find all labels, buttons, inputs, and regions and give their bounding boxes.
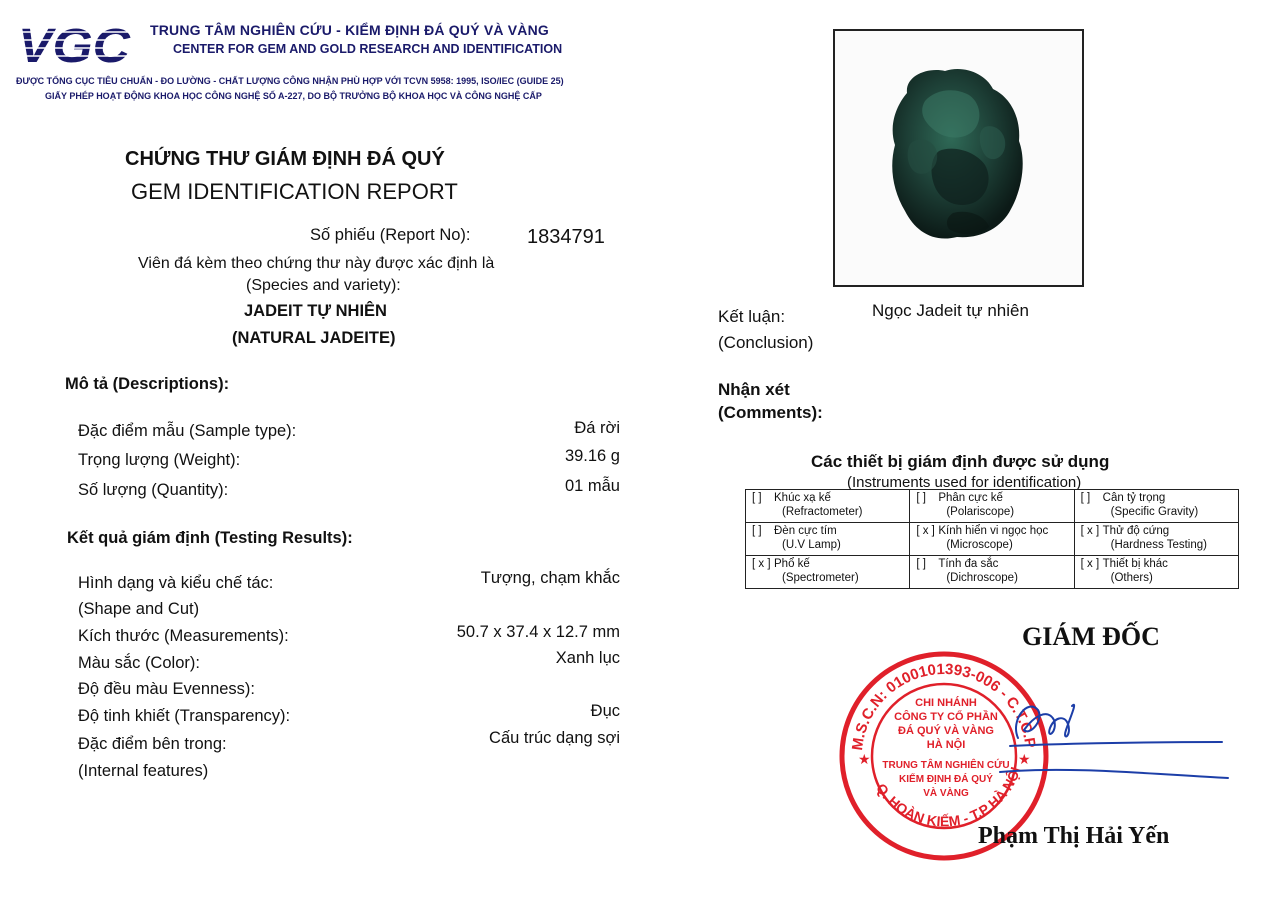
color-label: Màu sắc (Color):	[78, 654, 200, 672]
instrument-name-en: (Spectrometer)	[782, 572, 859, 584]
quantity-value: 01 mẫu	[564, 477, 620, 495]
instrument-checkbox: [ x ]	[1080, 558, 1100, 570]
shape-label-en: (Shape and Cut)	[78, 600, 200, 618]
instruments-title: Các thiết bị giám định được sử dụng	[811, 452, 1110, 471]
stamp-line-3: ĐÁ QUÝ VÀ VÀNG	[898, 725, 994, 737]
jade-carving-image	[835, 31, 1082, 285]
org-name-en: CENTER FOR GEM AND GOLD RESEARCH AND IDENTIFICATION	[173, 42, 563, 56]
instrument-name-en: (Polariscope)	[946, 506, 1015, 518]
evenness-label: Độ đều màu Evenness):	[78, 680, 256, 698]
instrument-others	[1074, 556, 1238, 589]
instruments-row	[746, 556, 1239, 589]
instrument-name-en: (Others)	[1110, 572, 1153, 584]
species-intro: Viên đá kèm theo chứng thư này được xác định là	[138, 255, 495, 272]
instrument-name: Khúc xạ kế	[774, 492, 831, 504]
comments-label: Nhận xét	[718, 380, 790, 399]
instrument-name-en: (Dichroscope)	[946, 572, 1018, 584]
quantity-label: Số lượng (Quantity):	[78, 481, 229, 499]
instrument-name-en: (Specific Gravity)	[1110, 506, 1199, 518]
comments-label-en: (Comments):	[718, 403, 823, 422]
color-value: Xanh lục	[555, 649, 620, 667]
instrument-name: Tính đa sắc	[938, 558, 999, 570]
instrument-name-en: (Microscope)	[946, 539, 1013, 551]
instrument-name: Thiết bị khác	[1102, 558, 1168, 570]
report-title-en: GEM IDENTIFICATION REPORT	[131, 179, 458, 204]
shape-value: Tượng, chạm khắc	[480, 569, 620, 587]
instrument-name: Cân tỷ trọng	[1102, 492, 1166, 504]
instrument-name: Phổ kế	[774, 558, 810, 570]
report-number: 1834791	[527, 226, 605, 248]
sample-type-value: Đá rời	[574, 419, 620, 437]
stamp-line-5: TRUNG TÂM NGHIÊN CỨU	[882, 760, 1010, 771]
instrument-uv-lamp	[746, 523, 910, 556]
instrument-polariscope	[910, 490, 1074, 523]
instrument-checkbox: [ x ]	[752, 558, 771, 570]
stamp-outer-text: M.S.C.N: 0100101393-006 - C.T.C.P	[849, 660, 1039, 752]
gem-photo	[833, 29, 1084, 287]
sample-type-label: Đặc điểm mẫu (Sample type):	[78, 422, 297, 440]
stamp-bottom-text: Q. HOÀN KIẾM - T.P HÀ NỘI	[873, 764, 1024, 830]
instruments-row	[746, 490, 1239, 523]
logo-text: VGC	[18, 20, 132, 66]
accreditation-line-1: ĐƯỢC TỔNG CỤC TIÊU CHUẨN - ĐO LƯỜNG - CHẤT LƯỢNG CÔNG NHẬN PHÙ HỢP VỚI TCVN 5958: 1995, ISO/IEC (GUIDE 25)	[16, 76, 564, 86]
instrument-name-en: (Hardness Testing)	[1110, 539, 1207, 551]
instrument-checkbox: [ ]	[752, 492, 762, 504]
org-name-vn: TRUNG TÂM NGHIÊN CỨU - KIỂM ĐỊNH ĐÁ QUÝ VÀ VÀNG	[150, 22, 550, 38]
measurements-label: Kích thước (Measurements):	[78, 627, 289, 645]
instrument-name-en: (U.V Lamp)	[782, 539, 841, 551]
instrument-checkbox: [ x ]	[916, 525, 935, 537]
instrument-specific-gravity	[1074, 490, 1238, 523]
stamp-line-6: KIỂM ĐỊNH ĐÁ QUÝ	[899, 774, 993, 785]
stamp-line-1: CHI NHÁNH	[915, 697, 977, 709]
instrument-name-en: (Refractometer)	[782, 506, 863, 518]
instrument-checkbox: [ x ]	[1080, 525, 1100, 537]
species-name-en: (NATURAL JADEITE)	[232, 329, 396, 347]
species-intro-en: (Species and variety):	[246, 277, 401, 294]
vgc-logo	[16, 20, 134, 66]
instrument-checkbox: [ ]	[916, 492, 926, 504]
weight-value: 39.16 g	[564, 447, 620, 465]
instrument-name: Đèn cực tím	[774, 525, 837, 537]
instrument-checkbox: [ ]	[1080, 492, 1091, 504]
instruments-subtitle: (Instruments used for identification)	[847, 474, 1082, 491]
descriptions-heading: Mô tả (Descriptions):	[65, 375, 230, 393]
instrument-checkbox: [ ]	[752, 525, 762, 537]
measurements-value: 50.7 x 37.4 x 12.7 mm	[456, 623, 620, 641]
shape-label: Hình dạng và kiểu chế tác:	[78, 574, 274, 592]
signer-name: Phạm Thị Hải Yến	[978, 823, 1170, 849]
instrument-dichroscope	[910, 556, 1074, 589]
instrument-refractometer	[746, 490, 910, 523]
instrument-name: Thử độ cứng	[1102, 525, 1170, 537]
internal-features-label: Đặc điểm bên trong:	[78, 735, 227, 753]
stamp-star-icon: ★	[858, 751, 871, 767]
director-title: GIÁM ĐỐC	[1022, 622, 1160, 651]
species-name-vn: JADEIT TỰ NHIÊN	[244, 302, 387, 320]
instrument-checkbox: [ ]	[916, 558, 926, 570]
instrument-hardness-testing	[1074, 523, 1238, 556]
accreditation-line-2: GIẤY PHÉP HOẠT ĐỘNG KHOA HỌC CÔNG NGHỆ SỐ A-227, DO BỘ TRƯỞNG BỘ KHOA HỌC VÀ CÔNG NGHỆ CẤP	[45, 91, 542, 101]
instrument-microscope	[910, 523, 1074, 556]
instruments-table	[745, 489, 1239, 589]
stamp-line-7: VÀ VÀNG	[923, 788, 969, 799]
transparency-label: Độ tinh khiết (Transparency):	[78, 707, 291, 725]
handwritten-signature	[990, 680, 1230, 790]
conclusion-label-en: (Conclusion)	[718, 333, 814, 352]
report-title-vn: CHỨNG THƯ GIÁM ĐỊNH ĐÁ QUÝ	[125, 148, 445, 170]
report-number-label: Số phiếu (Report No):	[310, 226, 471, 244]
weight-label: Trọng lượng (Weight):	[78, 451, 241, 469]
instrument-name: Kính hiển vi ngọc học	[938, 525, 1049, 537]
transparency-value: Đục	[590, 702, 620, 720]
results-heading: Kết quả giám định (Testing Results):	[67, 529, 353, 547]
internal-features-value: Cấu trúc dạng sợi	[489, 729, 620, 747]
instrument-spectrometer	[746, 556, 910, 589]
instrument-name: Phân cực kế	[938, 492, 1003, 504]
internal-features-label-en: (Internal features)	[78, 762, 209, 780]
conclusion-label: Kết luận:	[718, 307, 786, 326]
conclusion-value: Ngọc Jadeit tự nhiên	[872, 301, 1029, 320]
stamp-line-2: CÔNG TY CỔ PHẦN	[894, 711, 998, 723]
stamp-line-4: HÀ NỘI	[926, 739, 966, 751]
instruments-row	[746, 523, 1239, 556]
stamp-star-icon: ★	[1018, 751, 1031, 767]
